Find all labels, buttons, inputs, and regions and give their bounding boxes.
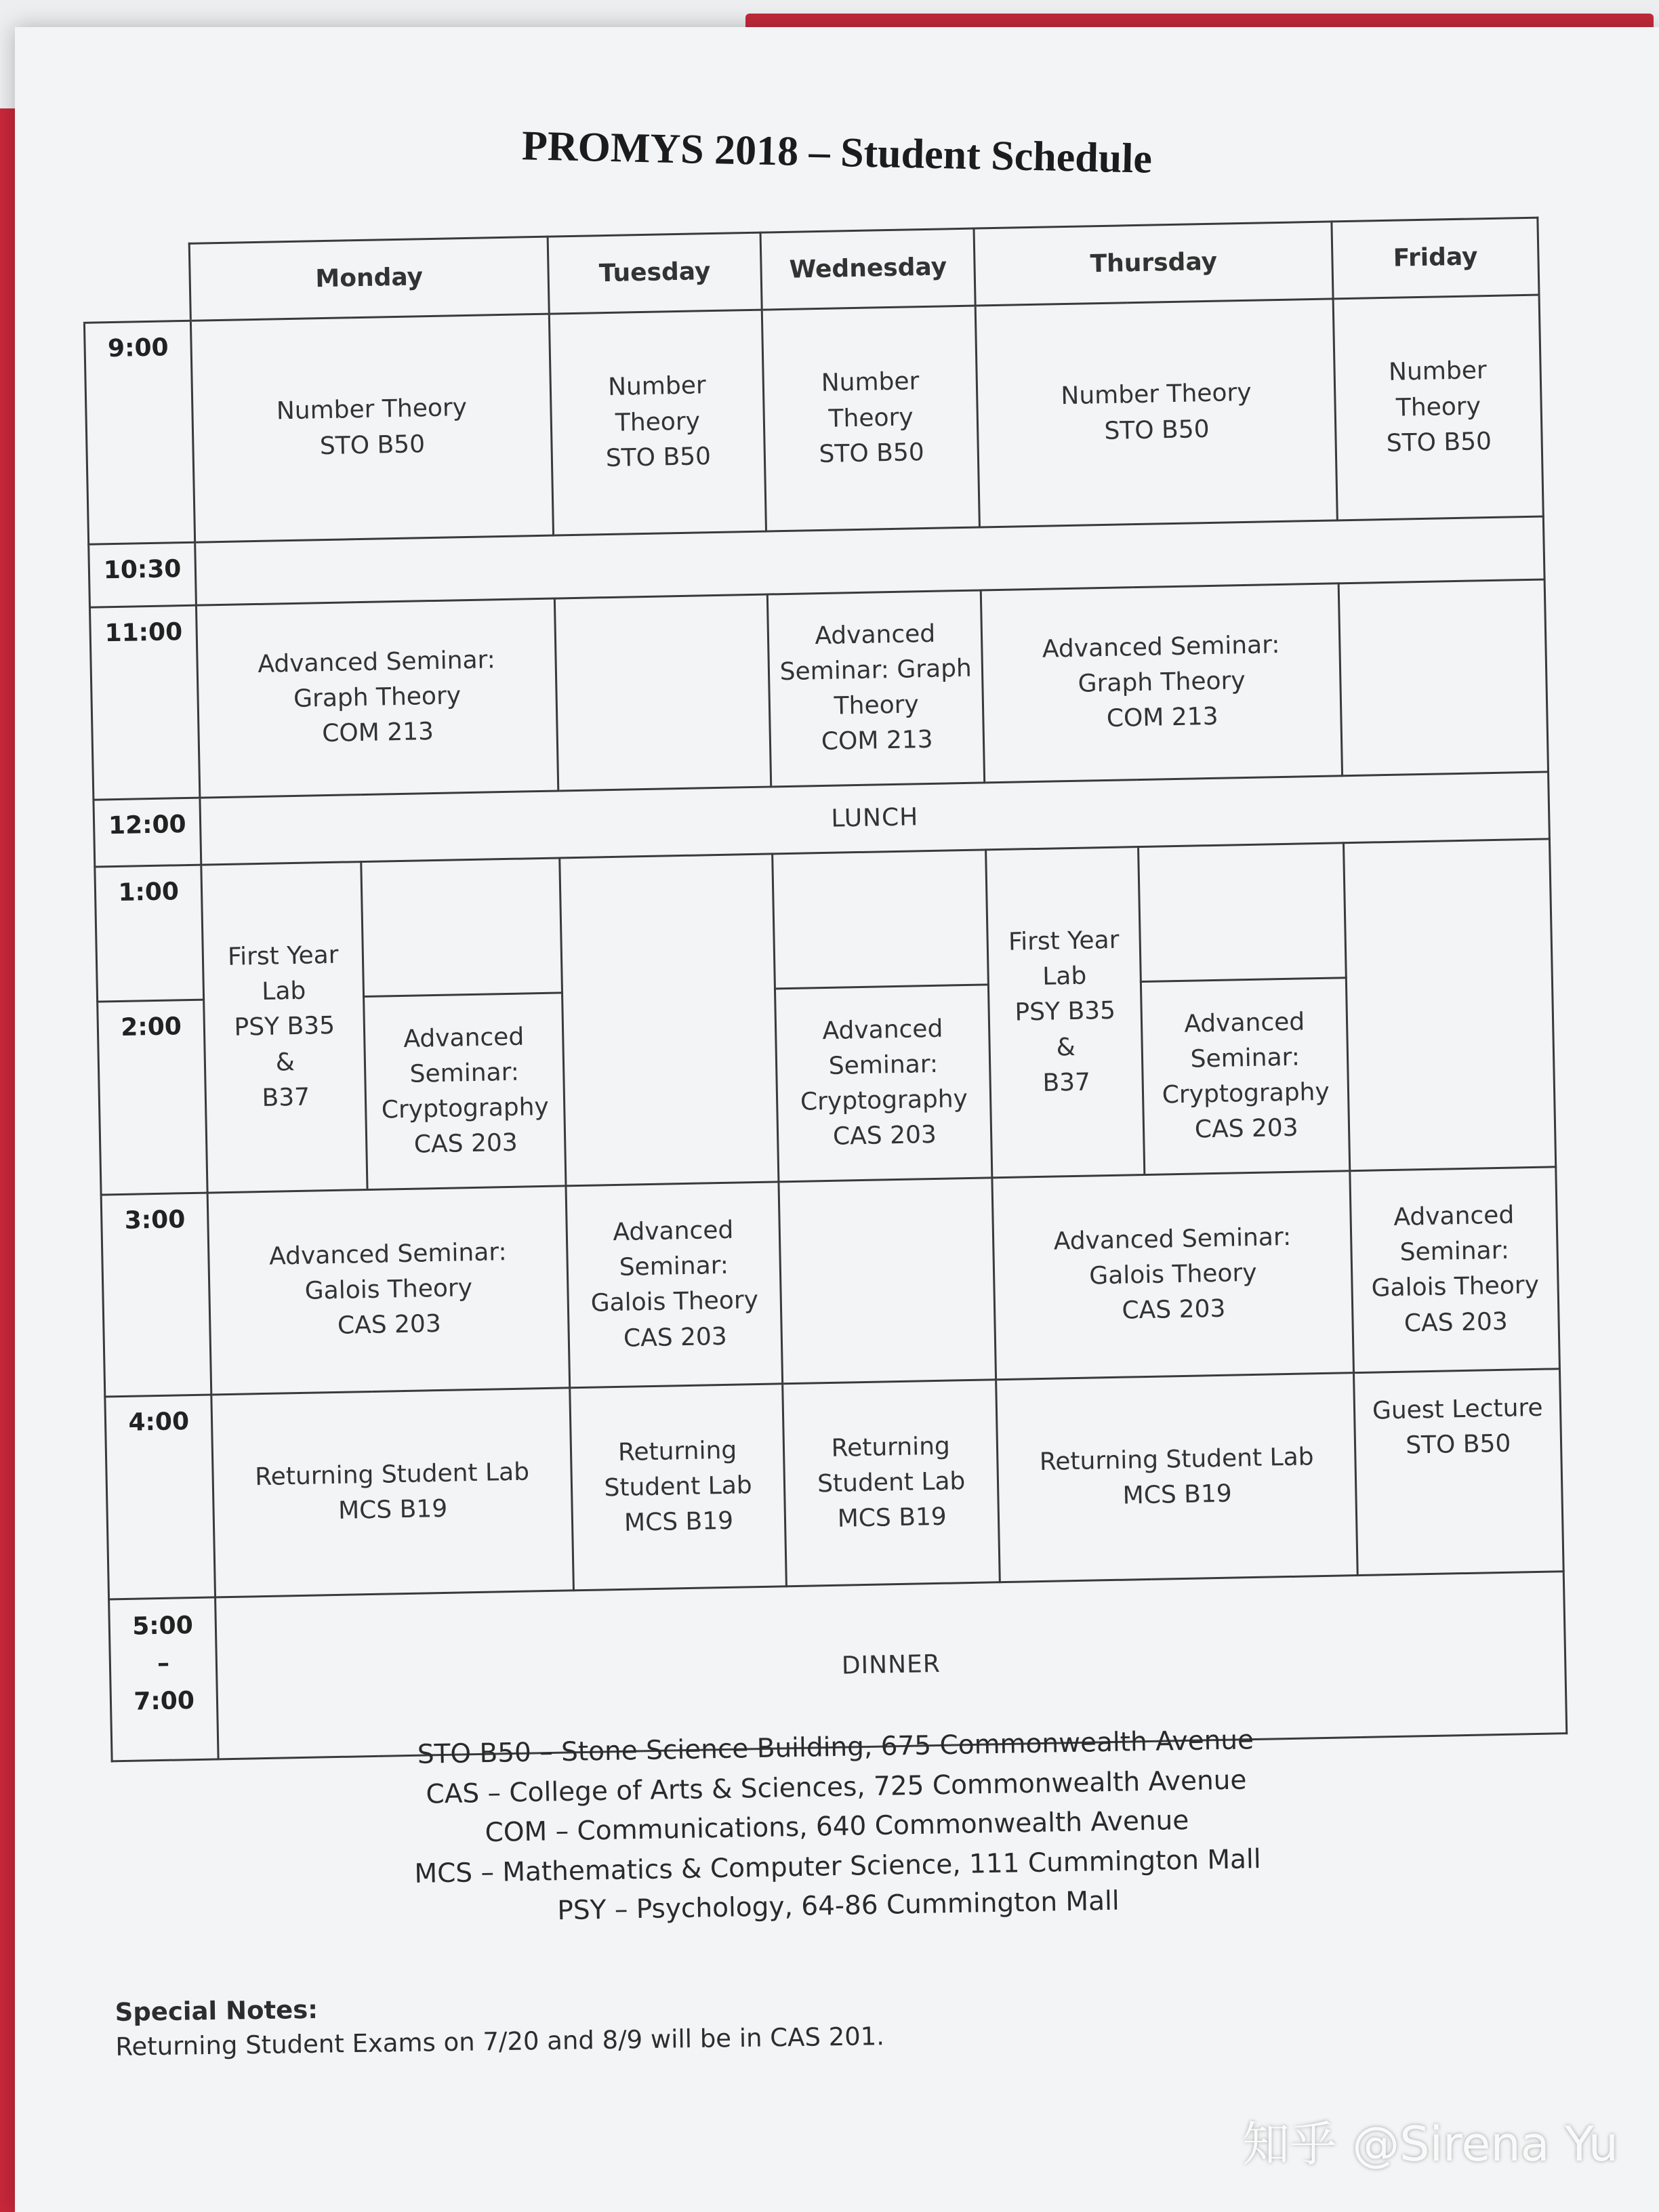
class-cell-thursday-300: Advanced Seminar: Galois Theory CAS 203 bbox=[992, 1170, 1354, 1380]
location-legend bbox=[14, 1714, 1659, 1941]
day-header-monday: Monday bbox=[190, 237, 549, 321]
watermark: 知乎 @Sirena Yu bbox=[1242, 2116, 1618, 2172]
lunch-banner: LUNCH bbox=[200, 772, 1549, 865]
location-line: PSY – Psychology, 64-86 Cummington Mall bbox=[556, 1885, 1120, 1927]
location-line: MCS – Mathematics & Computer Science, 111 Cummington Mall bbox=[414, 1843, 1261, 1889]
class-cell-thursday-first-year-lab: First Year Lab PSY B35 & B37 bbox=[986, 847, 1145, 1177]
special-notes-text: Returning Student Exams on 7/20 and 8/9 will be in CAS 201. bbox=[115, 2022, 885, 2062]
class-cell-wednesday-400: Returning Student Lab MCS B19 bbox=[783, 1380, 1000, 1586]
time-label-100: 1:00 bbox=[95, 865, 204, 1002]
class-cell-tuesday-400: Returning Student Lab MCS B19 bbox=[569, 1384, 786, 1590]
class-cell-wednesday-900: Number Theory STO B50 bbox=[762, 306, 980, 531]
class-cell-thursday-cryptography: Advanced Seminar: Cryptography CAS 203 bbox=[1141, 978, 1350, 1174]
location-line: COM – Communications, 640 Commonwealth Avenue bbox=[485, 1805, 1189, 1849]
empty-cell-friday-1100 bbox=[1339, 579, 1549, 776]
empty-cell-wednesday-300 bbox=[779, 1177, 996, 1383]
day-header-wednesday: Wednesday bbox=[760, 228, 975, 310]
time-label-1200: 12:00 bbox=[94, 798, 201, 867]
time-label-400: 4:00 bbox=[105, 1395, 216, 1599]
class-cell-friday-400: Guest Lecture STO B50 bbox=[1354, 1369, 1563, 1575]
header-corner bbox=[83, 243, 191, 323]
class-cell-wednesday-cryptography: Advanced Seminar: Cryptography CAS 203 bbox=[775, 985, 992, 1181]
class-cell-monday-first-year-lab: First Year Lab PSY B35 & B37 bbox=[201, 862, 367, 1193]
class-cell-tuesday-300: Advanced Seminar: Galois Theory CAS 203 bbox=[566, 1181, 783, 1387]
dinner-banner: DINNER bbox=[216, 1571, 1567, 1759]
document-title: PROMYS 2018 – Student Schedule bbox=[521, 123, 1153, 182]
class-cell-tuesday-900: Number Theory STO B50 bbox=[549, 310, 766, 535]
class-cell-thursday-1100: Advanced Seminar: Graph Theory COM 213 bbox=[981, 583, 1343, 782]
day-header-friday: Friday bbox=[1332, 218, 1539, 298]
time-label-900: 9:00 bbox=[84, 321, 195, 544]
time-label-1100: 11:00 bbox=[89, 605, 200, 800]
class-cell-monday-cryptography: Advanced Seminar: Cryptography CAS 203 bbox=[364, 993, 566, 1189]
empty-cell-friday-100 bbox=[1344, 839, 1556, 1170]
time-label-500-700: 5:00 – 7:00 bbox=[109, 1597, 219, 1761]
class-cell-monday-900: Number Theory STO B50 bbox=[191, 314, 553, 542]
empty-cell-monday-100 bbox=[361, 858, 562, 997]
class-cell-wednesday-1100: Advanced Seminar: Graph Theory COM 213 bbox=[768, 590, 985, 787]
schedule-table bbox=[82, 217, 1568, 1763]
time-label-300: 3:00 bbox=[101, 1193, 211, 1397]
class-cell-thursday-400: Returning Student Lab MCS B19 bbox=[996, 1373, 1358, 1582]
schedule-sheet bbox=[15, 27, 1659, 2212]
empty-cell-tuesday-1100 bbox=[554, 594, 771, 791]
day-header-thursday: Thursday bbox=[974, 222, 1333, 306]
class-cell-thursday-900: Number Theory STO B50 bbox=[975, 299, 1337, 527]
time-label-1030: 10:30 bbox=[89, 542, 197, 607]
time-label-200: 2:00 bbox=[98, 1000, 208, 1194]
schedule-table-wrap bbox=[82, 217, 1568, 1763]
class-cell-friday-900: Number Theory STO B50 bbox=[1334, 295, 1544, 520]
class-cell-friday-300: Advanced Seminar: Galois Theory CAS 203 bbox=[1350, 1166, 1559, 1372]
special-notes bbox=[115, 1987, 884, 2062]
location-line: STO B50 – Stone Science Building, 675 Commonwealth Avenue bbox=[417, 1725, 1254, 1770]
empty-cell-wednesday-100 bbox=[773, 850, 988, 989]
class-cell-monday-400: Returning Student Lab MCS B19 bbox=[211, 1388, 573, 1597]
empty-cell-thursday-100 bbox=[1138, 843, 1346, 982]
day-header-tuesday: Tuesday bbox=[548, 232, 762, 314]
class-cell-monday-1100: Advanced Seminar: Graph Theory COM 213 bbox=[197, 598, 558, 798]
empty-cell-tuesday-100 bbox=[559, 854, 779, 1185]
special-notes-heading: Special Notes: bbox=[115, 1994, 319, 2027]
class-cell-monday-300: Advanced Seminar: Galois Theory CAS 203 bbox=[207, 1186, 569, 1395]
location-line: CAS – College of Arts & Sciences, 725 Commonwealth Avenue bbox=[426, 1764, 1247, 1810]
